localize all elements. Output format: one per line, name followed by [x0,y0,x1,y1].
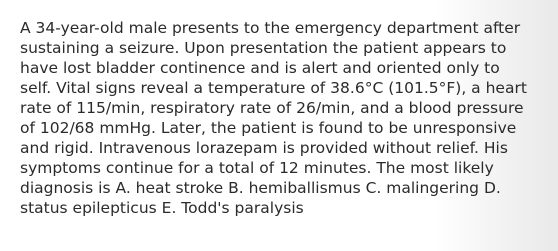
question-text: A 34-year-old male presents to the emergency department after sustaining a seizure. Upon presentation the patient appears to have lost bladder continence and is alert and oriented only to self. Vital signs reveal a temperature of 38.6°C (101.5°F), a heart rate of 115/min, respiratory rate of 26/min, and a blood pressure of 102/68 mmHg. Later, the patient is found to be unresponsive and rigid. Intravenous lorazepam is provided without relief. His symptoms continue for a total of 12 minutes. The most likely diagnosis is A. heat stroke B. hemiballismus C. malingering D. status epilepticus E. Todd's paralysis [20,19,527,217]
